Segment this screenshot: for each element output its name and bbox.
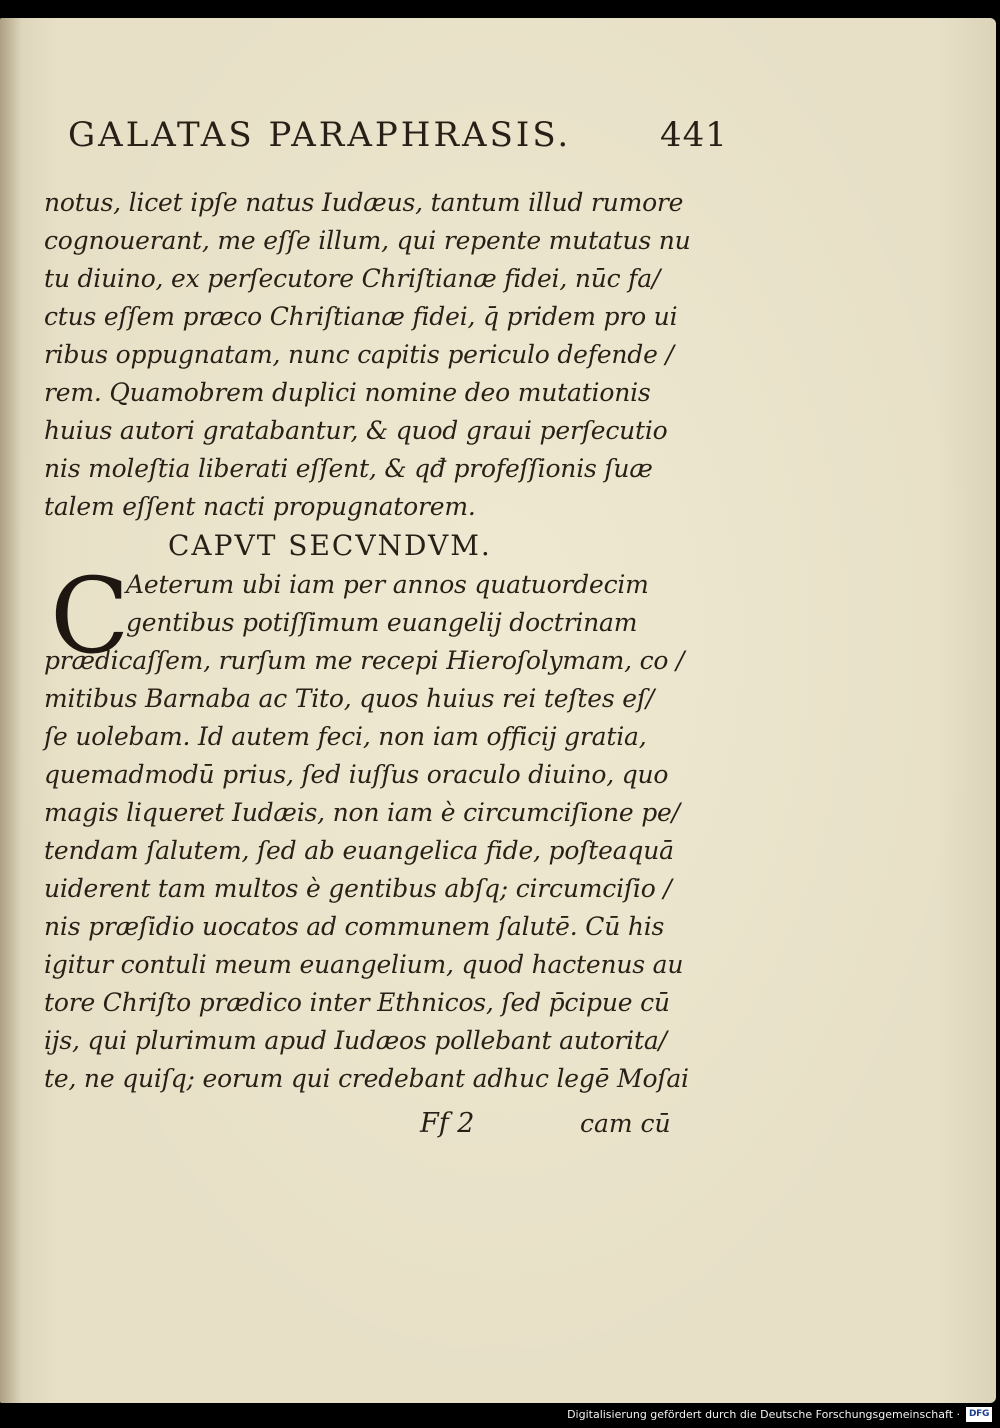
text-line: ſe uolebam. Id autem feci, non iam officij gratia, bbox=[44, 722, 647, 751]
credit-bar bbox=[0, 1403, 1000, 1428]
running-title: GALATAS PARAPHRASIS. bbox=[68, 115, 572, 155]
text-line: huius autori gratabantur, & quod graui perſecutio bbox=[44, 416, 668, 445]
text-line: te, ne quiſq; eorum qui credebant adhuc legē Moſai bbox=[44, 1064, 689, 1093]
signature-mark: Ff 2 bbox=[420, 1108, 475, 1139]
credit-text: Digitalisierung gefördert durch die Deutsche Forschungsgemeinschaft · bbox=[567, 1408, 960, 1421]
text-line: ctus eſſem præco Chriſtianæ fidei, q̄ pridem pro ui bbox=[44, 302, 678, 331]
page-header bbox=[68, 110, 748, 160]
book-page bbox=[0, 18, 996, 1403]
spine-shadow bbox=[0, 18, 22, 1403]
text-line: magis liqueret Iudæis, non iam è circumciſione pe/ bbox=[44, 798, 680, 827]
text-line: quemadmodū prius, ſed iuſſus oraculo diuino, quo bbox=[44, 760, 669, 789]
text-line: nis præſidio uocatos ad communem ſalutē. Cū his bbox=[44, 912, 665, 941]
text-line: ijs, qui plurimum apud Iudæos pollebant autorita/ bbox=[44, 1026, 667, 1055]
text-line: notus, licet ipſe natus Iudæus, tantum illud rumore bbox=[44, 188, 684, 217]
page-footer bbox=[44, 1104, 684, 1144]
text-line: tu diuino, ex perſecutore Chriſtianæ fidei, nūc fa/ bbox=[44, 264, 661, 293]
text-line: prædicaſſem, rurſum me recepi Hieroſolymam, co / bbox=[44, 646, 685, 675]
text-line: Aeterum ubi iam per annos quatuordecim bbox=[126, 570, 649, 599]
text-line: rem. Quamobrem duplici nomine deo mutationis bbox=[44, 378, 651, 407]
chapter-heading: CAPVT SECVNDVM. bbox=[168, 529, 492, 562]
text-line: ribus oppugnatam, nunc capitis periculo defende / bbox=[44, 340, 674, 369]
text-line: uiderent tam multos è gentibus abſq; circumciſio / bbox=[44, 874, 672, 903]
text-line: tore Chriſto prædico inter Ethnicos, ſed p̄cipue cū bbox=[44, 988, 670, 1017]
text-line: tendam ſalutem, ſed ab euangelica fide, poſteaquā bbox=[44, 836, 674, 865]
text-line: gentibus potiſſimum euangelij doctrinam bbox=[126, 608, 638, 637]
text-line: mitibus Barnaba ac Tito, quos huius rei teſtes eſ/ bbox=[44, 684, 655, 713]
text-line: nis moleſtia liberati eſſent, & qđ profeſſionis ſuæ bbox=[44, 454, 653, 483]
drop-cap: C bbox=[50, 555, 130, 677]
text-line: igitur contuli meum euangelium, quod hactenus au bbox=[44, 950, 684, 979]
dfg-logo-icon: DFG bbox=[966, 1407, 992, 1422]
page-number: 441 bbox=[660, 115, 728, 155]
body-text bbox=[44, 184, 691, 1098]
text-line: cognouerant, me eſſe illum, qui repente mutatus nu bbox=[44, 226, 691, 255]
catchword: cam cū bbox=[580, 1109, 671, 1138]
text-line: talem eſſent nacti propugnatorem. bbox=[44, 492, 476, 521]
